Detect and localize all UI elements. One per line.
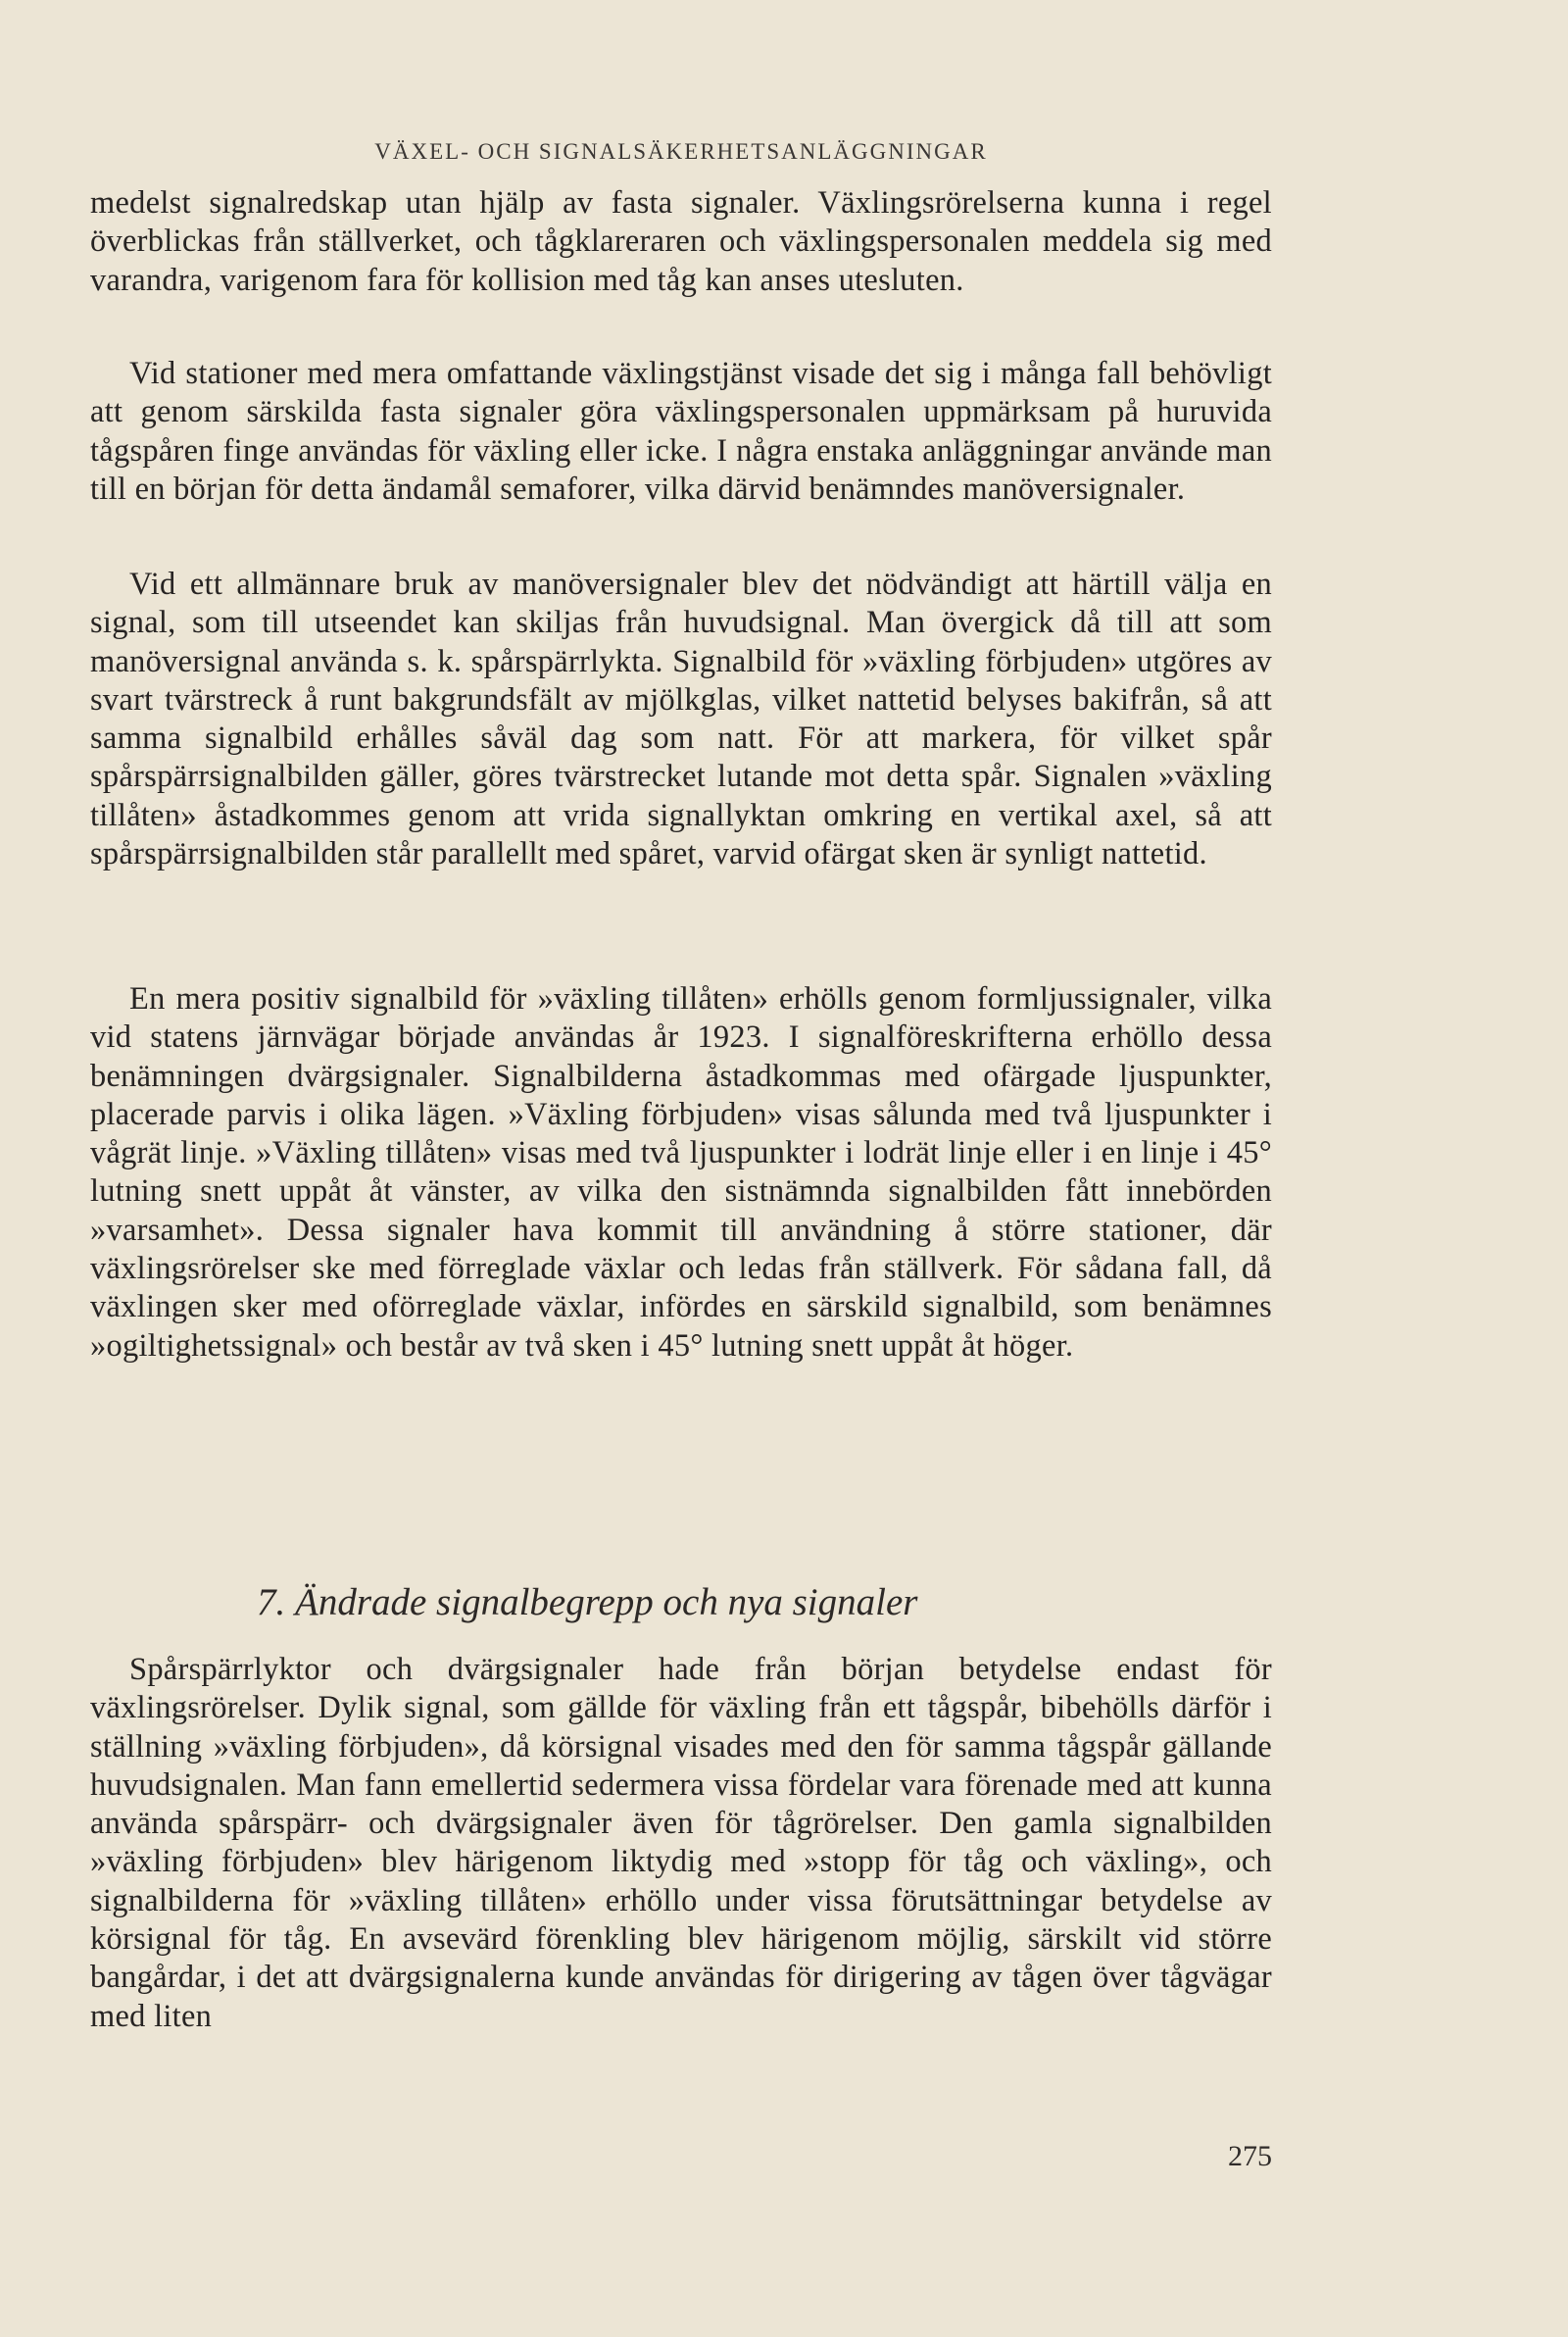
paragraph-maneuver-signals: Vid stationer med mera omfattande växlingstjänst visade det sig i många fall behövligt att genom särskilda fasta signaler göra växlingspersonalen uppmärksam på huruvida tågspåren finge användas för växling eller icke. I några enstaka anläggningar använde man till en början för detta ändamål semaforer, vilka därvid benämndes manöversignaler. <box>90 356 1272 507</box>
paragraph-continuation: medelst signalredskap utan hjälp av fasta signaler. Växlingsrörelserna kunna i regel överblickas från ställverket, och tågklareraren och växlingspersonalen meddela sig med varandra, varigenom fara för kollision med tåg kan anses utesluten. <box>90 185 1272 298</box>
paragraph-section-7: Spårspärrlyktor och dvärgsignaler hade från början betydelse endast för växlingsrörelser. Dylik signal, som gällde för växling från ett tågspår, bibehölls därför i ställning »växling förbjuden», då körsignal visades med den för samma tågspår gällande huvudsignalen. Man fann emellertid sedermera vissa fördelar vara förenade med att kunna använda spårspärr- och dvärgsignaler även för tågrörelser. Den gamla signalbilden »växling förbjuden» blev härigenom liktydig med »stopp för tåg och växling», och signalbilderna för »växling tillåten» erhöllo under vissa förutsättningar betydelse av körsignal för tåg. En avsevärd förenkling blev härigenom möjlig, särskilt vid större bangårdar, i det att dvärgsignalerna kunde användas för dirigering av tågen över tågvägar med liten <box>90 1652 1272 2034</box>
section-heading: 7. Ändrade signalbegrepp och nya signaler <box>257 1581 918 1623</box>
paragraph-dwarf-signals: En mera positiv signalbild för »växling tillåten» erhölls genom formljussignaler, vilka vid statens järnvägar började användas år 1923. I signalföreskrifterna erhöllo dessa benämningen dvärgsignaler. Signalbilderna åstadkommas med ofärgade ljuspunkter, placerade parvis i olika lägen. »Växling förbjuden» visas sålunda med två ljuspunkter i vågrät linje. »Växling tillåten» visas med två ljuspunkter i lodrät linje eller i en linje i 45° lutning snett uppåt åt vänster, av vilka den sistnämnda signalbilden fått innebörden »varsamhet». Dessa signaler hava kommit till användning å större stationer, där växlingsrörelser ske med förreglade växlar och ledas från ställverk. För sådana fall, då växlingen sker med oförreglade växlar, infördes en särskild signalbild, som benämnes »ogiltighetssignal» och består av två sken i 45° lutning snett uppåt åt höger. <box>90 981 1272 1364</box>
running-head: VÄXEL- OCH SIGNALSÄKERHETSANLÄGGNINGAR <box>374 139 988 164</box>
paragraph-track-lock-lamp: Vid ett allmännare bruk av manöversignaler blev det nödvändigt att härtill välja en signal, som till utseendet kan skiljas från huvudsignal. Man övergick då till att som manöversignal använda s. k. spårspärrlykta. Signalbild för »växling förbjuden» utgöres av svart tvärstreck å runt bakgrundsfält av mjölkglas, vilket nattetid belyses bakifrån, så att samma signalbild erhålles såväl dag som natt. För att markera, för vilket spår spårspärrsignalbilden gäller, göres tvärstrecket lutande mot detta spår. Signalen »växling tillåten» åstadkommes genom att vrida signallyktan omkring en vertikal axel, så att spårspärrsignalbilden står parallellt med spåret, varvid ofärgat sken är synligt nattetid. <box>90 567 1272 872</box>
page-number: 275 <box>1228 2140 1272 2172</box>
book-page <box>90 0 1272 2337</box>
